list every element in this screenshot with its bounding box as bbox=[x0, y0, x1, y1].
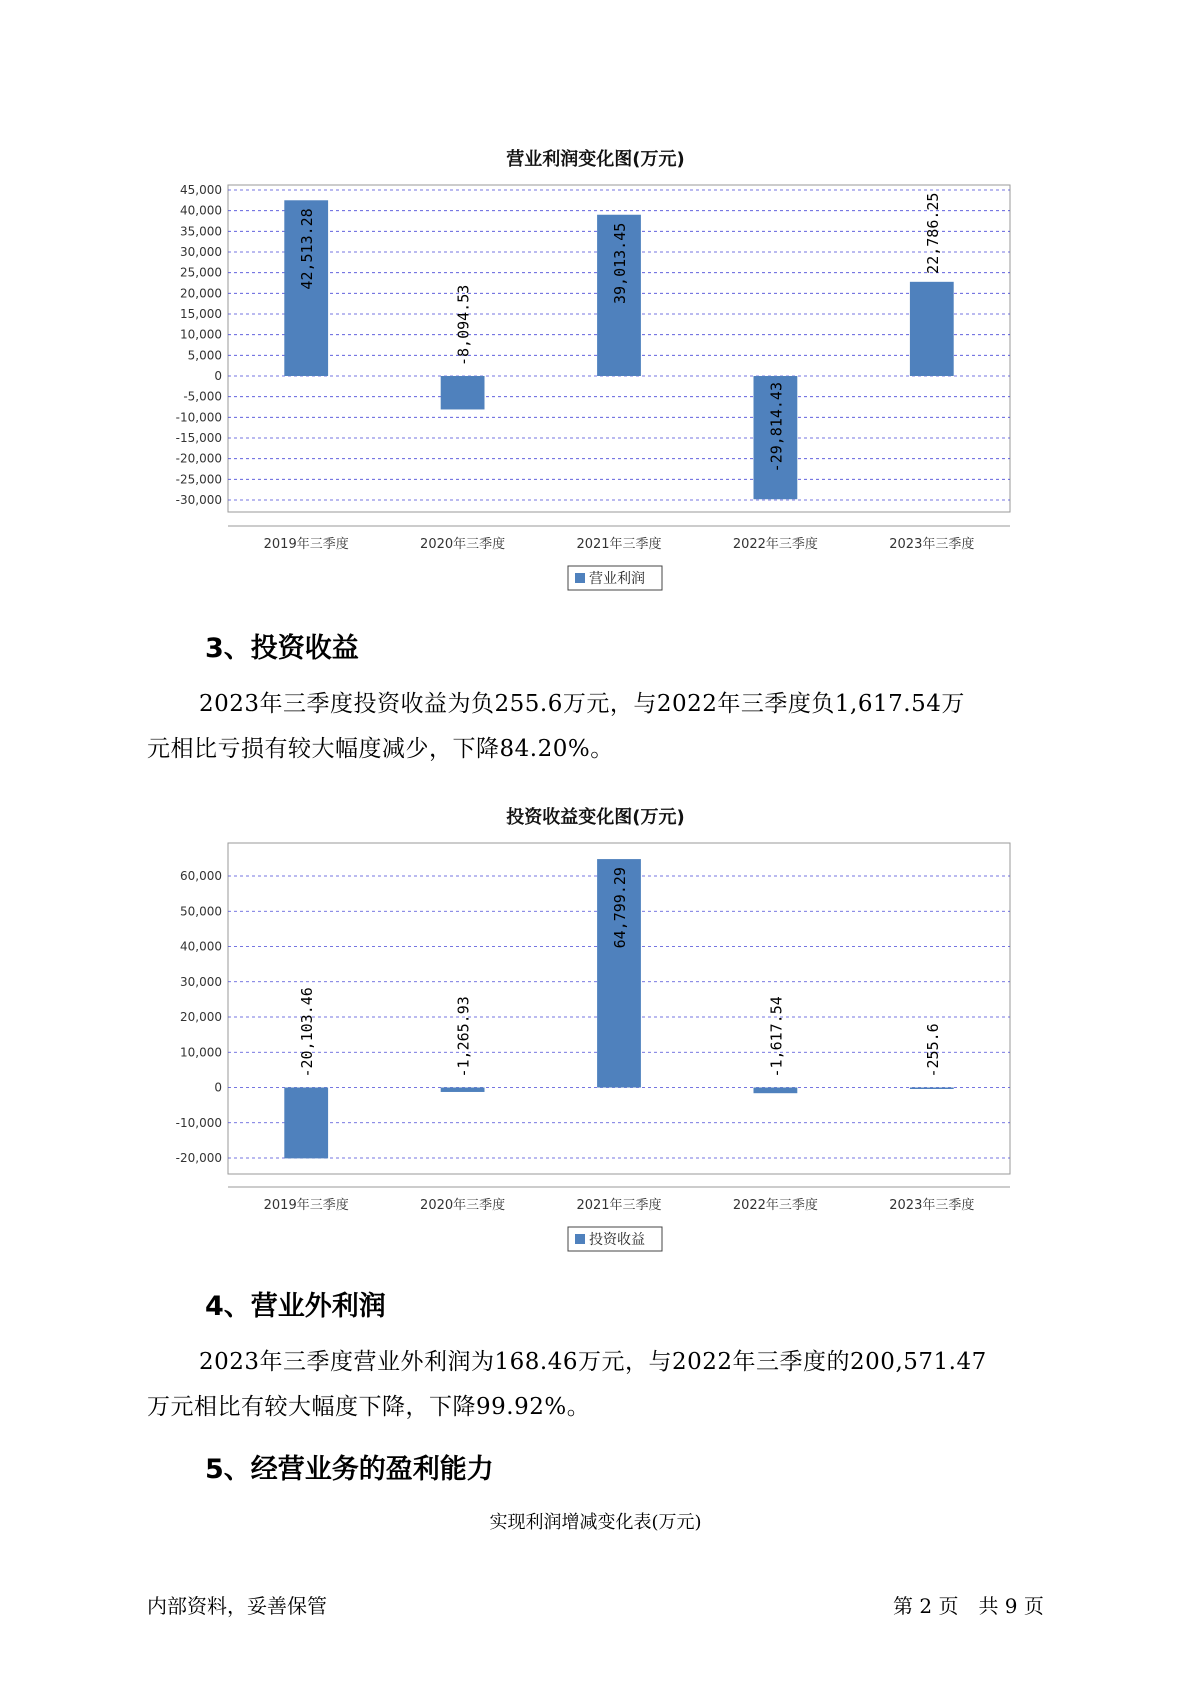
section4-heading: 4、营业外利润 bbox=[205, 1291, 386, 1322]
section3-paragraph bbox=[147, 682, 1077, 772]
category-label: 2019年三季度 bbox=[263, 1198, 349, 1213]
data-label: -29,814.43 bbox=[767, 382, 786, 473]
y-tick-label: 20,000 bbox=[180, 286, 222, 301]
investment-income-chart bbox=[0, 830, 1191, 1250]
y-tick-label: 0 bbox=[214, 369, 222, 383]
legend bbox=[568, 566, 662, 590]
category-label: 2023年三季度 bbox=[889, 537, 975, 552]
bar bbox=[284, 1088, 328, 1159]
category-label: 2020年三季度 bbox=[420, 1198, 506, 1213]
legend-label: 营业利润 bbox=[589, 571, 645, 587]
y-tick-label: -5,000 bbox=[183, 389, 222, 404]
data-label: -1,617.54 bbox=[767, 996, 786, 1078]
y-tick-label: -20,000 bbox=[175, 451, 222, 466]
section4-line2: 万元相比有较大幅度下降，下降99.92%。 bbox=[147, 1394, 591, 1420]
chart2-title: 投资收益变化图(万元) bbox=[506, 807, 685, 828]
y-tick-label: 0 bbox=[214, 1080, 222, 1095]
category-label: 2021年三季度 bbox=[576, 537, 662, 552]
category-label: 2022年三季度 bbox=[732, 1198, 818, 1213]
section3-line2: 元相比亏损有较大幅度减少，下降84.20%。 bbox=[147, 736, 614, 762]
data-label: 64,799.29 bbox=[611, 867, 629, 949]
y-tick-label: 40,000 bbox=[180, 939, 222, 954]
y-tick-label: -10,000 bbox=[175, 410, 222, 425]
chart1-title: 营业利润变化图(万元) bbox=[506, 149, 685, 170]
y-tick-label: 10,000 bbox=[180, 327, 222, 342]
y-tick-label: 5,000 bbox=[187, 348, 222, 363]
y-tick-label: 50,000 bbox=[180, 904, 222, 919]
data-label: -20,103.46 bbox=[298, 987, 317, 1078]
bar bbox=[910, 1088, 954, 1090]
section4-paragraph bbox=[147, 1340, 1077, 1430]
bar bbox=[441, 376, 485, 409]
bar bbox=[754, 1088, 798, 1094]
section4-line1: 2023年三季度营业外利润为168.46万元，与2022年三季度的200,571.47 bbox=[199, 1349, 987, 1375]
data-label: -1,265.93 bbox=[454, 996, 473, 1078]
category-label: 2023年三季度 bbox=[889, 1198, 975, 1213]
legend-swatch bbox=[575, 573, 585, 583]
footer-page-number: 第 2 页 共 9 页 bbox=[893, 1594, 1044, 1618]
y-tick-label: 35,000 bbox=[180, 224, 222, 239]
bar bbox=[441, 1088, 485, 1092]
legend-label: 投资收益 bbox=[589, 1232, 645, 1248]
legend bbox=[568, 1227, 662, 1251]
y-tick-label: 20,000 bbox=[180, 1010, 222, 1024]
data-label: 42,513.28 bbox=[298, 208, 317, 290]
category-label: 2019年三季度 bbox=[263, 537, 349, 552]
y-tick-label: -30,000 bbox=[175, 493, 222, 507]
footer-confidential-note: 内部资料，妥善保管 bbox=[147, 1594, 327, 1618]
y-tick-label: 10,000 bbox=[180, 1045, 222, 1060]
legend-swatch bbox=[575, 1234, 585, 1244]
y-tick-label: -25,000 bbox=[175, 472, 222, 487]
category-label: 2021年三季度 bbox=[576, 1198, 662, 1213]
section3-heading: 3、投资收益 bbox=[205, 633, 359, 664]
y-tick-label: 60,000 bbox=[180, 869, 222, 883]
data-label: 39,013.45 bbox=[611, 222, 629, 305]
y-tick-label: 45,000 bbox=[180, 183, 222, 197]
data-label: 22,786.25 bbox=[923, 192, 942, 274]
y-tick-label: 40,000 bbox=[180, 203, 222, 218]
table-caption: 实现利润增减变化表(万元) bbox=[489, 1512, 702, 1533]
y-tick-label: 30,000 bbox=[180, 245, 222, 259]
y-tick-label: -15,000 bbox=[175, 431, 222, 445]
bar bbox=[910, 282, 954, 376]
section3-line1: 2023年三季度投资收益为负255.6万元，与2022年三季度负1,617.54万 bbox=[199, 691, 965, 717]
data-label: -255.6 bbox=[923, 1023, 942, 1078]
data-label: -8,094.53 bbox=[454, 284, 473, 366]
y-tick-label: -10,000 bbox=[175, 1115, 222, 1130]
category-label: 2022年三季度 bbox=[732, 537, 818, 552]
y-tick-label: 15,000 bbox=[180, 307, 222, 321]
y-tick-label: -20,000 bbox=[175, 1151, 222, 1165]
operating-profit-chart bbox=[0, 170, 1191, 610]
category-label: 2020年三季度 bbox=[420, 537, 506, 552]
y-tick-label: 25,000 bbox=[180, 265, 222, 280]
section5-heading: 5、经营业务的盈利能力 bbox=[205, 1454, 494, 1485]
y-tick-label: 30,000 bbox=[180, 974, 222, 989]
